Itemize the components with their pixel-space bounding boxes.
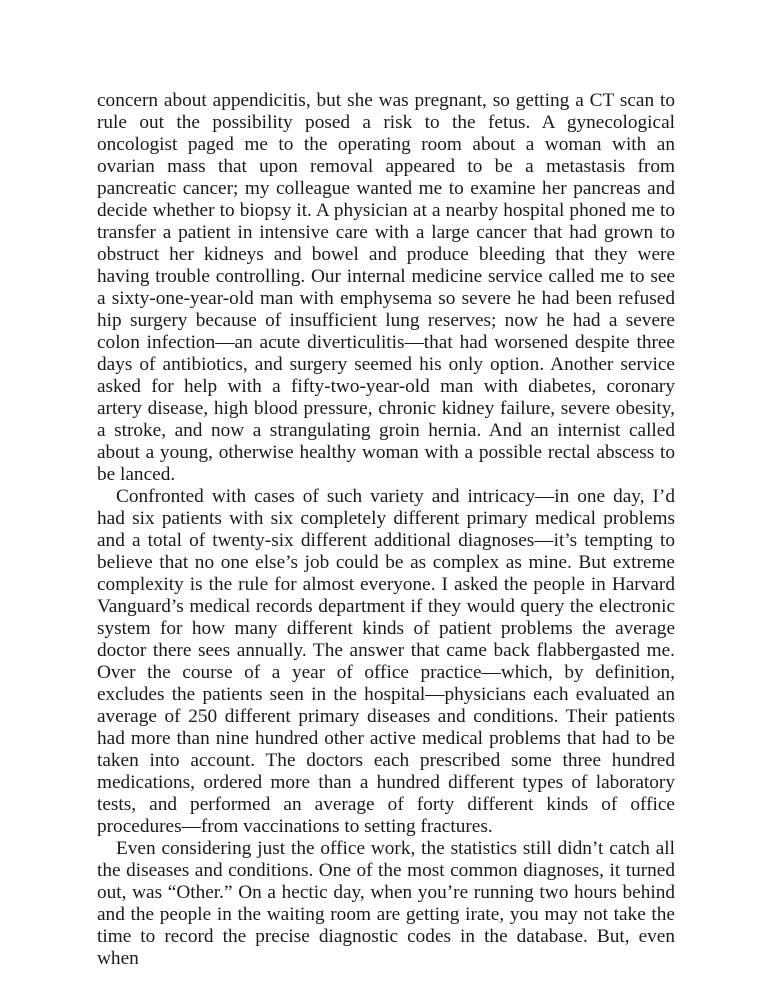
page-body <box>97 90 675 970</box>
paragraph-3: Even considering just the office work, the statistics still didn’t catch all the diseases and conditions. One of the most common diagnoses, it turned out, was “Other.” On a hectic day, when you’re running two hours behind and the people in the waiting room are getting irate, you may not take the time to record the precise diagnostic codes in the database. But, even when <box>97 838 675 969</box>
paragraph-1: concern about appendicitis, but she was pregnant, so getting a CT scan to rule out the possibility posed a risk to the fetus. A gynecological oncologist paged me to the operating room about a woman with an ovarian mass that upon removal appeared to be a metastasis from pancreatic cancer; my colleague wanted me to examine her pancreas and decide whether to biopsy it. A physician at a nearby hospital phoned me to transfer a patient in intensive care with a large cancer that had grown to obstruct her kidneys and bowel and produce bleeding that they were having trouble controlling. Our internal medicine service called me to see a sixty-one-year-old man with emphysema so severe he had been refused hip surgery because of insufficient lung reserves; now he had a severe colon infection—an acute diverticulitis—that had worsened despite three days of antibiotics, and surgery seemed his only option. Another service asked for help with a fifty-two-year-old man with diabetes, coronary artery disease, high blood pressure, chronic kidney failure, severe obesity, a stroke, and now a strangulating groin hernia. And an internist called about a young, otherwise healthy woman with a possible rectal abscess to be lanced. <box>97 90 675 485</box>
paragraph-2: Confronted with cases of such variety and intricacy—in one day, I’d had six patients with six completely different primary medical problems and a total of twenty-six different additional diagnoses—it’s tempting to believe that no one else’s job could be as complex as mine. But extreme complexity is the rule for almost everyone. I asked the people in Harvard Vanguard’s medical records department if they would query the electronic system for how many different kinds of patient problems the average doctor there sees annually. The answer that came back flabbergasted me. Over the course of a year of office practice—which, by definition, excludes the patients seen in the hospital—physicians each evaluated an average of 250 different primary diseases and conditions. Their patients had more than nine hundred other active medical problems that had to be taken into account. The doctors each prescribed some three hundred medications, ordered more than a hundred different types of laboratory tests, and performed an average of forty different kinds of office procedures—from vaccinations to setting fractures. <box>97 486 675 837</box>
